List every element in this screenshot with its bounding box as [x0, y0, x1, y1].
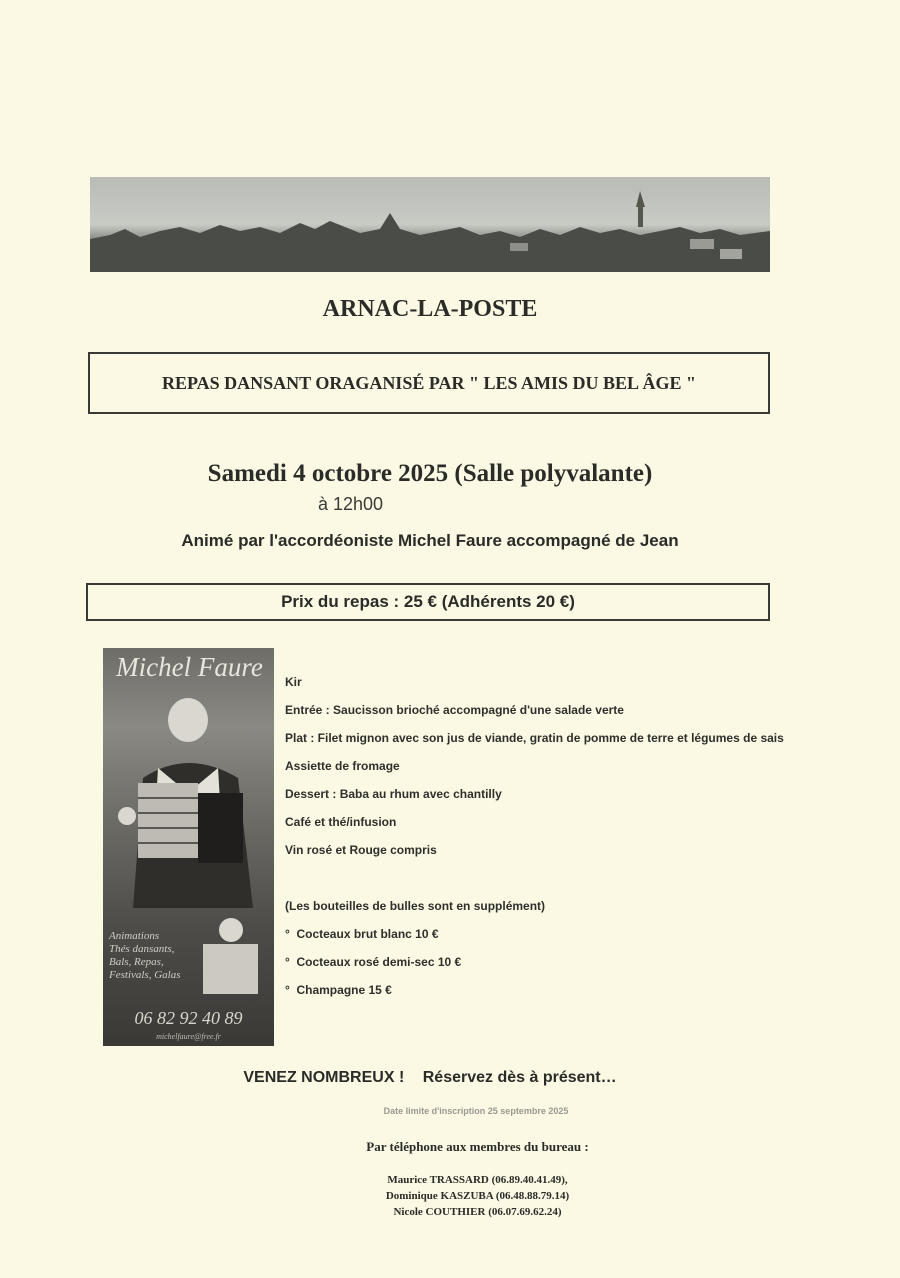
town-name: ARNAC-LA-POSTE — [322, 296, 538, 322]
menu-spacer — [285, 868, 784, 896]
menu-item: Vin rosé et Rouge compris — [285, 843, 437, 857]
price-box — [86, 583, 770, 621]
poster-animations-line: Thés dansants, — [109, 943, 175, 955]
price-text: Prix du repas : 25 € (Adhérents 20 €) — [281, 592, 575, 611]
poster-animations-line: Bals, Repas, — [109, 956, 164, 968]
poster-title: Michel Faure — [116, 652, 263, 682]
poster-website: michelfaure@free.fr — [156, 1032, 221, 1041]
accordionist-photo — [103, 648, 274, 1046]
menu-item: Café et thé/infusion — [285, 815, 397, 829]
musician-poster — [103, 648, 274, 1046]
board-member: Dominique KASZUBA (06.48.88.79.14) — [385, 1190, 570, 1202]
poster-animations-line: Festivals, Galas — [109, 969, 181, 981]
event-animation: Animé par l'accordéoniste Michel Faure accompagné de Jean — [181, 531, 679, 550]
call-to-action — [0, 1069, 860, 1087]
event-time: à 12h00 — [318, 494, 384, 514]
event-title-box — [88, 352, 770, 414]
menu-item: Kir — [285, 675, 302, 689]
poster-animations — [109, 930, 204, 982]
menu-item: Plat : Filet mignon avec son jus de viande, gratin de pomme de terre et légumes de sais — [285, 731, 784, 745]
board-member: Maurice TRASSARD (06.89.40.41.49), — [387, 1174, 568, 1186]
menu-list — [285, 672, 784, 1008]
menu-item: Assiette de fromage — [285, 759, 400, 773]
phone-intro: Par téléphone aux membres du bureau : — [366, 1139, 589, 1154]
poster-animations-heading: Animations — [109, 930, 160, 942]
menu-item: Dessert : Baba au rhum avec chantilly — [285, 787, 502, 801]
registration-deadline: Date limite d'inscription 25 septembre 2025 — [383, 1106, 569, 1116]
menu-item: Entrée : Saucisson brioché accompagné d'une salade verte — [285, 703, 624, 717]
event-date: Samedi 4 octobre 2025 (Salle polyvalante) — [207, 460, 653, 487]
board-member: Nicole COUTHIER (06.07.69.62.24) — [393, 1206, 562, 1218]
supplement-note: (Les bouteilles de bulles sont en supplément) — [285, 899, 546, 913]
event-title: REPAS DANSANT ORAGANISÉ PAR " LES AMIS DU BEL ÂGE " — [161, 372, 697, 393]
poster-phone: 06 82 92 40 89 — [134, 1008, 243, 1028]
board-members-list — [0, 1172, 900, 1220]
venez-nombreux: VENEZ NOMBREUX ! — [243, 1069, 405, 1086]
supplement-item: ° Champagne 15 € — [285, 980, 784, 1008]
supplement-item: ° Cocteaux rosé demi-sec 10 € — [285, 952, 784, 980]
village-panorama-image — [90, 177, 770, 272]
reservez-text: Réservez dès à présent… — [422, 1069, 617, 1086]
supplement-item: ° Cocteaux brut blanc 10 € — [285, 924, 784, 952]
